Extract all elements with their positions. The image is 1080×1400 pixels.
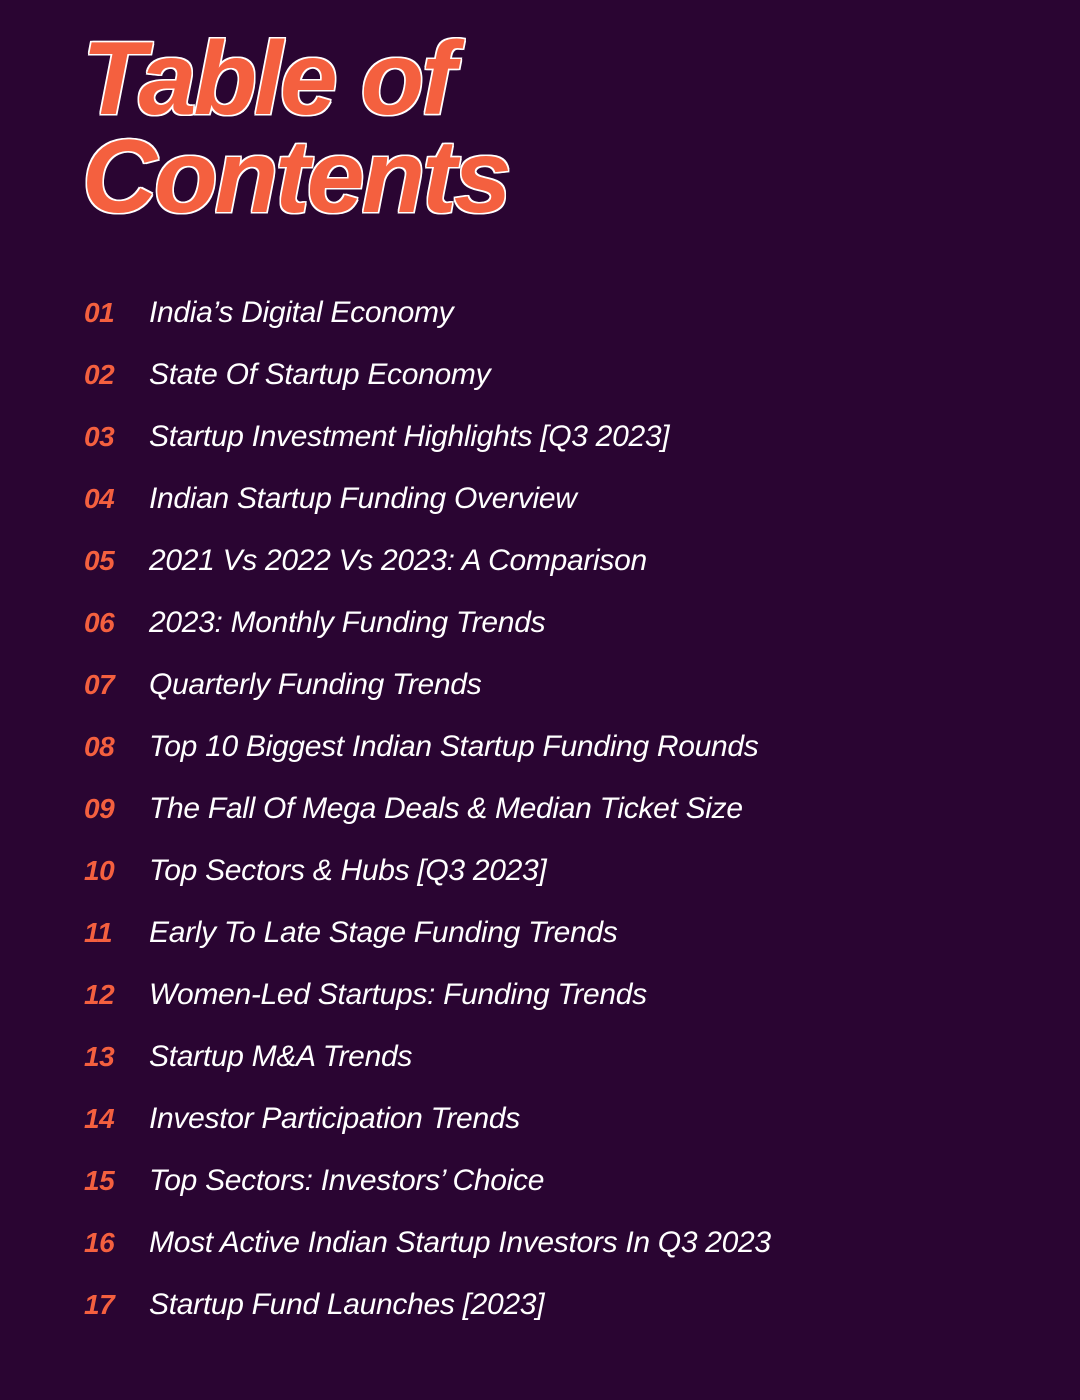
toc-item-label[interactable]: Indian Startup Funding Overview — [149, 482, 577, 515]
toc-item-number: 16 — [84, 1227, 115, 1258]
toc-item-number: 04 — [84, 483, 115, 514]
table-of-contents-list — [84, 282, 771, 1336]
page-title — [82, 21, 509, 235]
toc-item-10[interactable] — [84, 840, 771, 902]
toc-item-15[interactable] — [84, 1150, 771, 1212]
toc-item-02[interactable] — [84, 344, 771, 406]
toc-item-label[interactable]: Quarterly Funding Trends — [149, 668, 482, 701]
toc-item-number: 09 — [84, 793, 115, 824]
toc-item-14[interactable] — [84, 1088, 771, 1150]
toc-item-16[interactable] — [84, 1212, 771, 1274]
toc-item-09[interactable] — [84, 778, 771, 840]
toc-item-label[interactable]: State Of Startup Economy — [149, 358, 491, 391]
toc-item-number: 10 — [84, 855, 115, 886]
toc-item-12[interactable] — [84, 964, 771, 1026]
toc-item-label[interactable]: Top 10 Biggest Indian Startup Funding Rounds — [149, 730, 759, 763]
toc-item-07[interactable] — [84, 654, 771, 716]
toc-item-01[interactable] — [84, 282, 771, 344]
toc-item-label[interactable]: Startup M&A Trends — [149, 1040, 413, 1073]
toc-item-label[interactable]: Startup Fund Launches [2023] — [149, 1288, 545, 1321]
toc-item-number: 01 — [84, 297, 115, 328]
toc-item-05[interactable] — [84, 530, 771, 592]
toc-item-number: 02 — [84, 359, 115, 390]
toc-item-number: 05 — [84, 545, 115, 576]
toc-item-label[interactable]: 2023: Monthly Funding Trends — [149, 606, 546, 639]
toc-item-03[interactable] — [84, 406, 771, 468]
toc-item-08[interactable] — [84, 716, 771, 778]
toc-item-label[interactable]: 2021 Vs 2022 Vs 2023: A Comparison — [149, 544, 647, 577]
toc-item-number: 17 — [84, 1289, 115, 1320]
toc-item-06[interactable] — [84, 592, 771, 654]
toc-item-label[interactable]: Startup Investment Highlights [Q3 2023] — [149, 420, 670, 453]
toc-item-number: 06 — [84, 607, 115, 638]
toc-item-label[interactable]: India’s Digital Economy — [149, 296, 454, 329]
toc-item-label[interactable]: Top Sectors & Hubs [Q3 2023] — [149, 854, 547, 887]
toc-item-number: 12 — [84, 979, 115, 1010]
toc-item-17[interactable] — [84, 1274, 771, 1336]
page-title-line-1: Table of — [82, 21, 453, 137]
toc-item-04[interactable] — [84, 468, 771, 530]
toc-item-label[interactable]: The Fall Of Mega Deals & Median Ticket Size — [149, 792, 743, 825]
toc-item-13[interactable] — [84, 1026, 771, 1088]
toc-item-number: 14 — [84, 1103, 115, 1134]
page-title-line-2: Contents — [82, 119, 509, 235]
toc-item-number: 13 — [84, 1041, 115, 1072]
toc-item-number: 03 — [84, 421, 115, 452]
toc-item-label[interactable]: Investor Participation Trends — [149, 1102, 520, 1135]
toc-item-number: 07 — [84, 669, 115, 700]
toc-item-11[interactable] — [84, 902, 771, 964]
toc-item-label[interactable]: Most Active Indian Startup Investors In Q3 2023 — [149, 1226, 771, 1259]
toc-item-label[interactable]: Top Sectors: Investors’ Choice — [149, 1164, 545, 1197]
toc-item-number: 15 — [84, 1165, 115, 1196]
toc-item-label[interactable]: Early To Late Stage Funding Trends — [149, 916, 618, 949]
toc-item-number: 08 — [84, 731, 115, 762]
toc-item-number: 11 — [84, 917, 113, 948]
toc-item-label[interactable]: Women-Led Startups: Funding Trends — [149, 978, 647, 1011]
